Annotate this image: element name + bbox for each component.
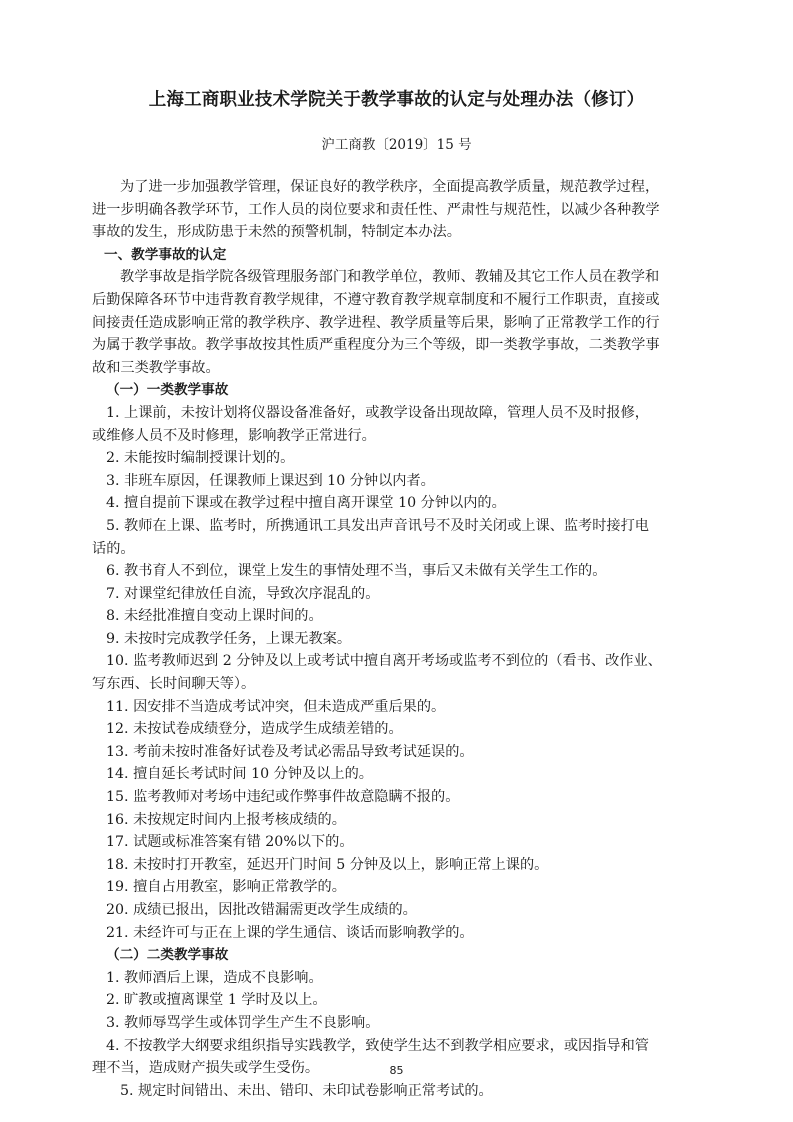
list-item: 5. 教师在上课、监考时，所携通讯工具发出声音讯号不及时关闭或上课、监考时接打电 xyxy=(106,517,649,534)
document-title: 上海工商职业技术学院关于教学事故的认定与处理办法（修订） xyxy=(148,90,645,110)
list-item: 11. 因安排不当造成考试冲突，但未造成严重后果的。 xyxy=(106,698,446,715)
list-item: 14. 擅自延长考试时间 10 分钟及以上的。 xyxy=(106,766,373,783)
list-item: 19. 擅自占用教室，影响正常教学的。 xyxy=(106,879,346,896)
list-item: 12. 未按试卷成绩登分，造成学生成绩差错的。 xyxy=(106,721,403,738)
list-item: 2. 未能按时编制授课计划的。 xyxy=(106,450,295,467)
intro-line: 进一步明确各教学环节，工作人员的岗位要求和责任性、严肃性与规范性，以减少各种教学 xyxy=(92,201,660,218)
list-item: 10. 监考教师迟到 2 分钟及以上或考试中擅自离开考场或监考不到位的（看书、改作业、 xyxy=(106,653,662,670)
definition-line: 后勤保障各环节中违背教育教学规律，不遵守教育教学规章制度和不履行工作职责，直接或 xyxy=(92,291,660,308)
subsection-heading: （二）二类教学事故 xyxy=(106,947,229,964)
list-item: 4. 不按教学大纲要求组织指导实践教学，致使学生达不到教学相应要求，或因指导和管 xyxy=(106,1037,649,1054)
definition-line: 为属于教学事故。教学事故按其性质严重程度分为三个等级，即一类教学事故，二类教学事 xyxy=(92,337,660,354)
list-item: 4. 擅自提前下课或在教学过程中擅自离开课堂 10 分钟以内的。 xyxy=(106,495,506,512)
definition-line: 教学事故是指学院各级管理服务部门和教学单位，教师、教辅及其它工作人员在教学和 xyxy=(120,269,660,286)
list-item: 16. 未按规定时间内上报考核成绩的。 xyxy=(106,811,346,828)
document-body xyxy=(92,176,720,1102)
list-item: 21. 未经许可与正在上课的学生通信、谈话而影响教学的。 xyxy=(106,924,474,941)
list-item: 13. 考前未按时准备好试卷及考试必需品导致考试延误的。 xyxy=(106,743,474,760)
list-item: 8. 未经批准擅自变动上课时间的。 xyxy=(106,608,323,625)
list-item-continuation: 或维修人员不及时修理，影响教学正常进行。 xyxy=(92,427,376,444)
list-item: 1. 上课前，未按计划将仪器设备准备好，或教学设备出现故障，管理人员不及时报修， xyxy=(106,404,649,421)
list-item: 17. 试题或标准答案有错 20%以下的。 xyxy=(106,834,354,851)
list-item-continuation: 理不当，造成财产损失或学生受伤。 xyxy=(92,1060,320,1077)
list-item: 20. 成绩已报出，因批改错漏需更改学生成绩的。 xyxy=(106,902,417,918)
list-item: 5. 规定时间错出、未出、错印、未印试卷影响正常考试的。 xyxy=(120,1082,493,1099)
list-item: 3. 教师辱骂学生或体罚学生产生不良影响。 xyxy=(106,1014,380,1031)
definition-line: 间接责任造成影响正常的教学秩序、教学进程、教学质量等后果，影响了正常教学工作的行 xyxy=(92,314,660,331)
section-heading: 一、教学事故的认定 xyxy=(104,246,227,263)
definition-line: 故和三类教学事故。 xyxy=(92,359,220,376)
list-item-continuation: 话的。 xyxy=(92,540,135,557)
document-number: 沪工商教〔2019〕15 号 xyxy=(321,137,472,153)
page-number: 85 xyxy=(389,1064,404,1077)
list-item: 3. 非班车原因，任课教师上课迟到 10 分钟以内者。 xyxy=(106,472,435,489)
list-item: 2. 旷教或擅离课堂 1 学时及以上。 xyxy=(106,992,327,1009)
intro-line: 为了进一步加强教学管理，保证良好的教学秩序，全面提高教学质量，规范教学过程， xyxy=(120,179,660,195)
list-item: 9. 未按时完成教学任务，上课无教案。 xyxy=(106,630,352,647)
list-item: 15. 监考教师对考场中违纪或作弊事件故意隐瞒不报的。 xyxy=(106,789,460,806)
list-item: 6. 教书育人不到位，课堂上发生的事情处理不当，事后又未做有关学生工作的。 xyxy=(106,563,607,580)
subsection-heading: （一）一类教学事故 xyxy=(106,382,229,399)
list-item: 1. 教师酒后上课，造成不良影响。 xyxy=(106,969,323,986)
list-item: 7. 对课堂纪律放任自流，导致次序混乱的。 xyxy=(106,585,380,602)
list-item-continuation: 写东西、长时间聊天等）。 xyxy=(92,676,256,693)
intro-line: 事故的发生，形成防患于未然的预警机制，特制定本办法。 xyxy=(92,224,461,241)
list-item: 18. 未按时打开教室，延迟开门时间 5 分钟及以上，影响正常上课的。 xyxy=(106,856,549,873)
